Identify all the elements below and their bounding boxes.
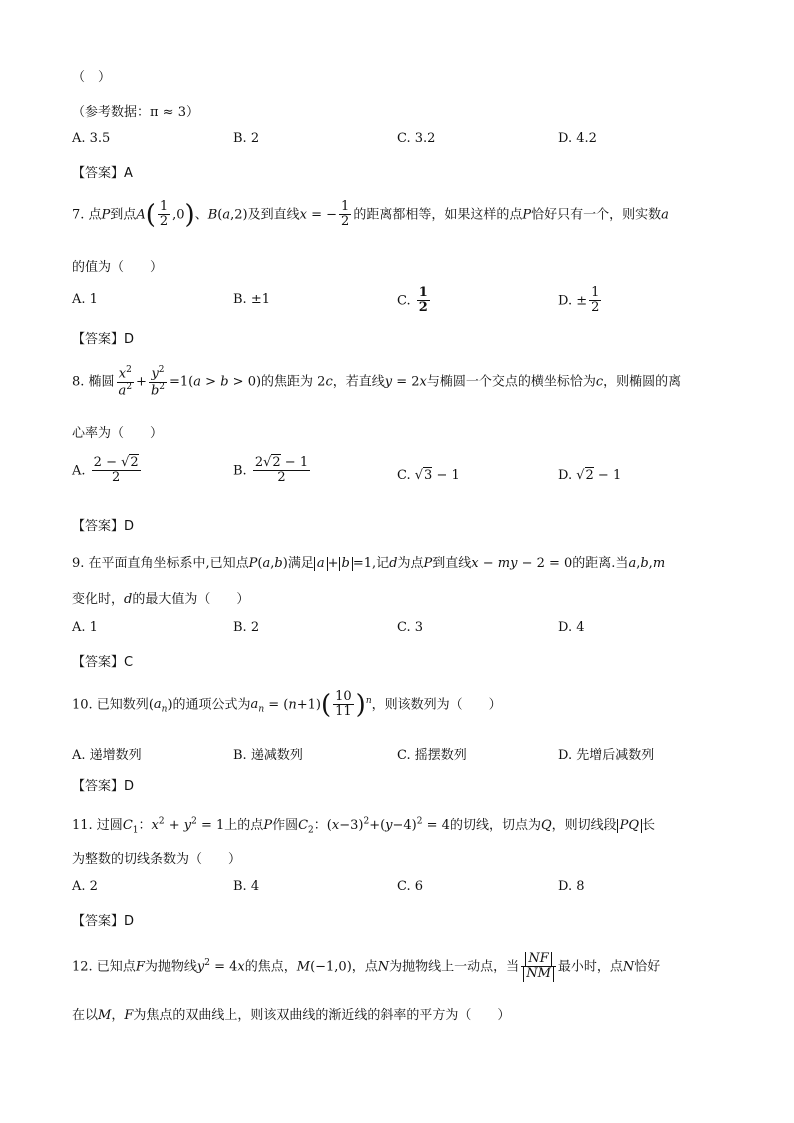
- q11-option-c[interactable]: C. 6: [397, 879, 424, 894]
- q9-option-d[interactable]: D. 4: [558, 620, 585, 635]
- q11-answer: 【答案】D: [72, 914, 135, 929]
- q7-answer: 【答案】D: [72, 332, 135, 347]
- q8-option-d[interactable]: D. √2 − 1: [558, 468, 622, 483]
- q11-stem: 11. 过圆$C_1$：$x^2 + y^2 = 1$上的点P作圆$C_2$：$(x-3)^2+(y-4)^2 = 4$的切线，切点为Q，则切线段 PQ 长: [72, 816, 656, 836]
- q8-option-c[interactable]: C. √3 − 1: [397, 468, 460, 483]
- q6-answer: 【答案】A: [72, 166, 133, 181]
- q7-option-a[interactable]: A. 1: [72, 292, 98, 307]
- q7-stem-line2: 的值为（ ）: [72, 260, 164, 275]
- q8-option-b[interactable]: B. $\frac{2√2 - 1}{2}$: [233, 455, 309, 486]
- reference-data: （参考数据：π ≈ 3）: [72, 105, 199, 120]
- q12-stem: 12. 已知点F为抛物线$y^2 = 4x$的焦点，M(−1,0)，点N为抛物线上一动点，当 $\frac{NF}{NM}$ 最小时，点N恰好: [72, 951, 661, 982]
- q12-stem-line2: 在以M，F为焦点的双曲线上，则该双曲线的渐近线的斜率的平方为（ ）: [72, 1008, 511, 1023]
- q9-option-b[interactable]: B. 2: [233, 620, 260, 635]
- q9-stem-line2: 变化时，d的最大值为（ ）: [72, 592, 250, 607]
- q8-stem-line2: 心率为（ ）: [72, 426, 164, 441]
- q9-option-a[interactable]: A. 1: [72, 620, 98, 635]
- q10-option-c[interactable]: C. 摇摆数列: [397, 748, 467, 763]
- q9-answer: 【答案】C: [72, 655, 134, 670]
- q9-option-c[interactable]: C. 3: [397, 620, 424, 635]
- q6-option-a[interactable]: A. 3.5: [72, 131, 111, 146]
- q7-stem: 7. 点P到点A( $\frac{1}{2}$ ,0)、B(a,2)及到直线x = − $\frac{1}{2}$ 的距离都相等，如果这样的点P恰好只有一个，则实数a: [72, 199, 669, 230]
- q6-option-d[interactable]: D. 4.2: [558, 131, 597, 146]
- q10-option-b[interactable]: B. 递减数列: [233, 748, 303, 763]
- q10-stem: 10. 已知数列$(a_n)$的通项公式为$a_n = (n+1)$( $\frac{10}{11}$ )$^n$，则该数列为（ ）: [72, 689, 502, 720]
- q8-stem: 8. 椭圆 $\frac{x^2}{a^2}$ + $\frac{y^2}{b^2}$ =1(a > b > 0)的焦距为 2c，若直线y = 2x与椭圆一个交点的横坐标恰为c，则椭圆的离: [72, 365, 682, 398]
- q8-option-a[interactable]: A. $\frac{2 - √2}{2}$: [72, 455, 139, 486]
- q6-option-b[interactable]: B. 2: [233, 131, 260, 146]
- q7-option-d[interactable]: D. ± $\frac{1}{2}$: [558, 285, 600, 316]
- q9-stem: 9. 在平面直角坐标系中,已知点P(a,b)满足 a + b =1,记d为点P到直线x − my − 2 = 0的距离.当a,b,m: [72, 556, 666, 571]
- q7-option-c[interactable]: C. $\frac{1}{2}$: [397, 285, 428, 316]
- q8-answer: 【答案】D: [72, 519, 135, 534]
- q11-stem-line2: 为整数的切线条数为（ ）: [72, 852, 242, 867]
- q10-option-d[interactable]: D. 先增后减数列: [558, 748, 655, 763]
- q11-option-a[interactable]: A. 2: [72, 879, 98, 894]
- question-paren: （ ）: [72, 70, 112, 85]
- q11-option-b[interactable]: B. 4: [233, 879, 260, 894]
- q11-option-d[interactable]: D. 8: [558, 879, 585, 894]
- q7-option-b[interactable]: B. ±1: [233, 292, 270, 307]
- q10-option-a[interactable]: A. 递增数列: [72, 748, 142, 763]
- q6-option-c[interactable]: C. 3.2: [397, 131, 436, 146]
- q10-answer: 【答案】D: [72, 779, 135, 794]
